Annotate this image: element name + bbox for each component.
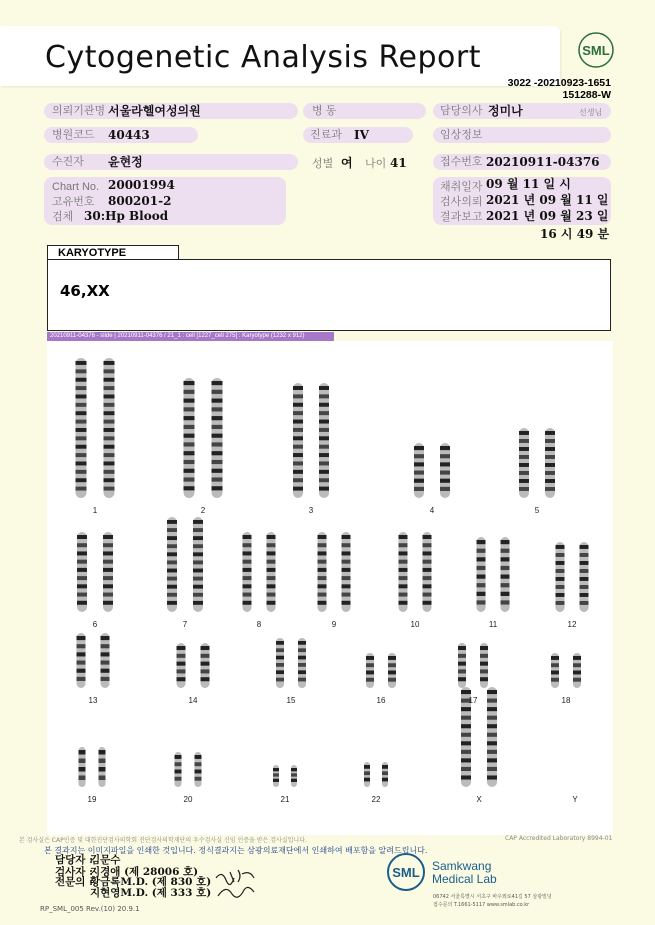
lab-name-line1: Samkwang (432, 859, 492, 873)
chromosome-8 (267, 532, 276, 612)
accreditation-note: 본 검사실은 CAP인증 및 대한진단검사의학회 진단검사의학재단의 우수검사실 신임 인증을 받은 검사실입니다. (19, 837, 307, 844)
chromosome-22 (364, 762, 370, 787)
patient-label: 수진자 (52, 156, 84, 168)
chromosome-label-4: 4 (429, 506, 435, 515)
chromosome-9 (318, 532, 327, 612)
chromosome-2 (212, 378, 223, 498)
staff-role-1: 담당자 : (55, 854, 93, 866)
chromosome-3 (293, 383, 303, 498)
chromosome-17 (480, 643, 488, 688)
chromosome-15 (298, 638, 306, 688)
karyogram-image (47, 341, 613, 835)
dept-label: 진료과 (310, 129, 342, 141)
chromosome-6 (103, 532, 113, 612)
logo-text: SML (582, 43, 610, 58)
chromosome-5 (545, 428, 555, 498)
chromosome-11 (477, 537, 486, 612)
chromosome-label-17: 17 (468, 696, 478, 705)
chromosome-13 (101, 633, 110, 688)
age-value: 41 (390, 156, 407, 170)
chromosome-label-12: 12 (567, 620, 577, 629)
chromosome-label-9: 9 (331, 620, 337, 629)
report-number-line2: 151288-W (562, 89, 611, 101)
result-time: 16 시 49 분 (540, 227, 610, 241)
unique-value: 800201-2 (108, 194, 172, 208)
collect-label: 채취일자 (440, 181, 483, 193)
chromosome-4 (414, 443, 424, 498)
print-notice: 본 결과지는 이미지파일을 인쇄한 것입니다. 정식결과지는 삼광의료재단에서 인쇄하여 배포함을 알려드립니다. (44, 846, 428, 855)
specimen-value: 30:Hp Blood (84, 209, 169, 223)
chromosome-18 (551, 653, 559, 688)
chromosome-5 (519, 428, 529, 498)
doctor-value: 정미나 (488, 104, 523, 118)
footer-logo-icon (386, 852, 426, 892)
sex-value: 여 (341, 156, 353, 170)
chromosome-1 (76, 358, 87, 498)
chromosome-label-7: 7 (182, 620, 188, 629)
chromosome-label-5: 5 (534, 506, 540, 515)
chromosome-X (487, 687, 497, 787)
chromosome-label-10: 10 (410, 620, 420, 629)
chromosome-1 (104, 358, 115, 498)
report-title: Cytogenetic Analysis Report (45, 40, 482, 75)
result-label: 결과보고 (440, 211, 483, 223)
doctor-label: 담당의사 (440, 105, 483, 117)
doctor-suffix: 선생님 (579, 108, 603, 117)
institution-value: 서울라헬여성의원 (108, 104, 201, 118)
karyotype-heading: KARYOTYPE (47, 245, 179, 260)
chromosome-label-22: 22 (371, 795, 381, 804)
chart-value: 20001994 (108, 178, 175, 192)
chromosome-label-19: 19 (87, 795, 97, 804)
chromosome-10 (399, 532, 408, 612)
chromosome-label-15: 15 (286, 696, 296, 705)
sml-logo-icon (578, 32, 614, 68)
chromosome-21 (291, 765, 297, 787)
ward-label: 병 동 (312, 105, 337, 117)
chromosome-14 (201, 643, 210, 688)
chromosome-19 (79, 747, 86, 787)
staff-name-3: 황금록M.D. (제 830 호) (90, 876, 212, 888)
lab-name-line2: Medical Lab (432, 872, 497, 886)
chromosome-label-18: 18 (561, 696, 571, 705)
chromosome-label-20: 20 (183, 795, 193, 804)
chromosome-20 (195, 752, 202, 787)
chromosome-9 (342, 532, 351, 612)
patient-value: 윤현정 (108, 155, 143, 169)
chromosome-12 (580, 542, 589, 612)
chromosome-2 (184, 378, 195, 498)
chromosome-21 (273, 765, 279, 787)
cap-note: CAP Accredited Laboratory 8994-01 (505, 835, 613, 842)
hospital-code-label: 병원코드 (52, 129, 95, 141)
request-label: 검사의뢰 (440, 196, 483, 208)
chromosome-7 (193, 517, 203, 612)
staff-role-3: 전문의 : (55, 876, 93, 888)
chromosome-13 (77, 633, 86, 688)
chromosome-label-X: X (476, 795, 482, 804)
chromosome-label-13: 13 (88, 696, 98, 705)
report-number-line1: 3022 -20210923-1651 (507, 77, 611, 89)
request-value: 2021 년 09 월 11 일 (486, 193, 609, 207)
dept-value: IV (354, 128, 369, 142)
chromosome-12 (556, 542, 565, 612)
receipt-label: 접수번호 (440, 156, 483, 168)
chromosome-16 (388, 653, 396, 688)
chromosome-7 (167, 517, 177, 612)
chromosome-8 (243, 532, 252, 612)
chromosome-label-14: 14 (188, 696, 198, 705)
image-caption-bar: 20210911-04376 - slide | 20210911-04376 / 21_1 : cell [1227_cell 275] : Karyotype (1232 x 912) (47, 332, 334, 341)
staff-name-1: 김문수 (90, 854, 121, 866)
chromosome-22 (382, 762, 388, 787)
chromosome-label-2: 2 (200, 506, 206, 515)
chromosome-3 (319, 383, 329, 498)
lab-contact-line: 접수문의 T.1661-5117 www.smlab.co.kr (433, 902, 530, 908)
karyotype-box (47, 259, 611, 331)
lab-address-line: 06742 서울특별시 서초구 바우뫼로41길 57 삼광빌딩 (433, 894, 552, 900)
chromosome-18 (573, 653, 581, 688)
chromosome-4 (440, 443, 450, 498)
report-number (508, 77, 611, 101)
chromosome-14 (177, 643, 186, 688)
chromosome-label-21: 21 (280, 795, 290, 804)
chromosome-label-6: 6 (92, 620, 98, 629)
hospital-code-value: 40443 (108, 128, 150, 142)
footer-logo-text: SML (392, 865, 420, 880)
sml-logo (578, 32, 614, 68)
collect-value: 09 월 11 일 시 (486, 177, 571, 191)
unique-label: 고유번호 (52, 196, 95, 208)
age-label: 나이 (365, 158, 387, 170)
lab-address (433, 893, 552, 909)
chromosome-label-3: 3 (308, 506, 314, 515)
chromosome-label-8: 8 (256, 620, 262, 629)
result-value: 2021 년 09 월 23 일 (486, 209, 609, 223)
chromosome-20 (175, 752, 182, 787)
specimen-label: 검체 (52, 211, 74, 223)
staff-name-2: 지경애 (제 28006 호) (90, 866, 199, 878)
chromosome-16 (366, 653, 374, 688)
handwritten-signature (212, 866, 262, 906)
chromosome-label-16: 16 (376, 696, 386, 705)
receipt-value: 20210911-04376 (486, 155, 600, 169)
chromosome-label-11: 11 (488, 620, 498, 629)
karyogram-svg (47, 341, 613, 835)
document-id: RP_SML_005 Rev.(10) 20.9.1 (40, 905, 140, 913)
chromosome-label-Y: Y (572, 795, 578, 804)
staff-role-2: 검사자 : (55, 866, 93, 878)
chart-label: Chart No. (52, 181, 100, 193)
sex-label: 성별 (312, 158, 334, 170)
chromosome-19 (99, 747, 106, 787)
chromosome-15 (276, 638, 284, 688)
karyotype-result: 46,XX (60, 282, 110, 300)
chromosome-17 (458, 643, 466, 688)
chromosome-10 (423, 532, 432, 612)
lab-name (432, 860, 497, 886)
staff-name-4: 지현영M.D. (제 333 호) (90, 887, 212, 899)
chromosome-11 (501, 537, 510, 612)
clinical-info-label: 임상정보 (440, 129, 483, 141)
chromosome-6 (77, 532, 87, 612)
institution-label: 의뢰기관명 (52, 105, 106, 117)
chromosome-label-1: 1 (92, 506, 98, 515)
